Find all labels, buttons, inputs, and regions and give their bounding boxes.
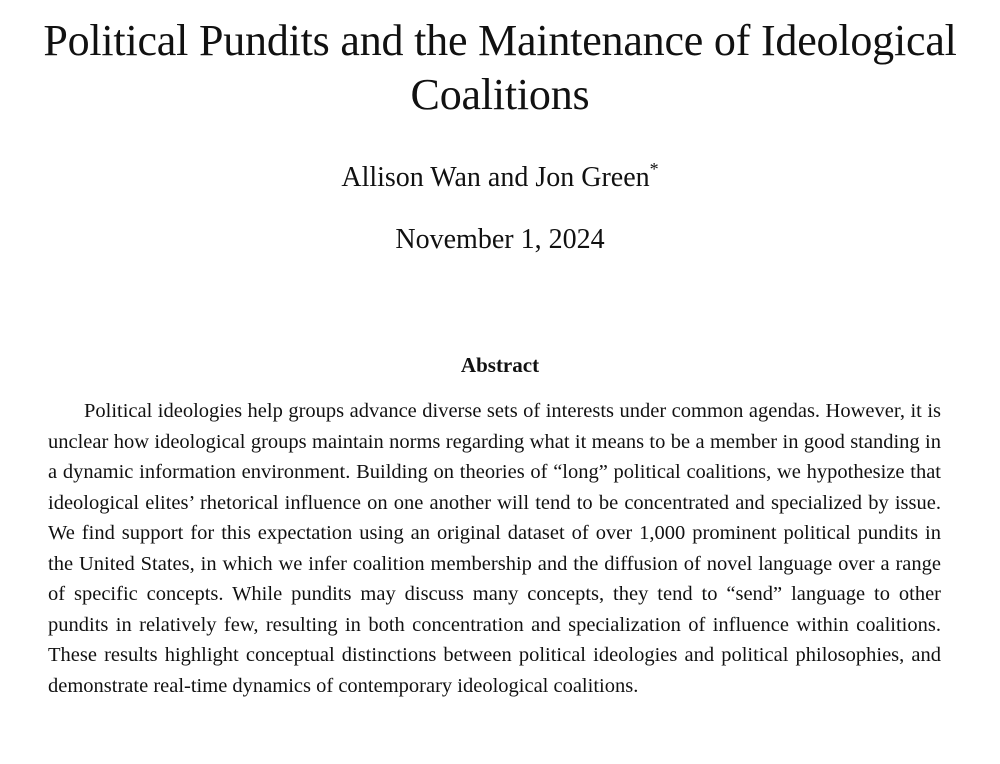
author-line — [0, 160, 1000, 196]
paper-title: Political Pundits and the Maintenance of Ideological Coalitions — [43, 16, 957, 119]
abstract-heading: Abstract — [460, 353, 540, 377]
paper-date: November 1, 2024 — [395, 224, 605, 255]
abstract-text: Political ideologies help groups advance diverse sets of interests under common agendas. However, it is unclear how ideological groups maintain norms regarding what it means to be a member in good standing in a dynamic information environment. Building on theories of “long” political coalitions, we hypothesize that ideological elites’ rhetorical influence on one another will tend to be concentrated and specialized by issue. We find support for this expectation using an original dataset of over 1,000 prominent political pundits in the United States, in which we infer coalition membership and the diffusion of novel language over a range of specific concepts. While pundits may discuss many concepts, they tend to “send” language to other pundits in relatively few, resulting in both concentration and specialization of influence within coalitions. These results highlight conceptual distinctions between political ideologies and political philosophies, and demonstrate real-time dynamics of contemporary ideological coalitions. — [48, 400, 941, 697]
authors: Allison Wan and Jon Green — [341, 162, 650, 193]
author-footnote-mark: * — [649, 159, 659, 179]
